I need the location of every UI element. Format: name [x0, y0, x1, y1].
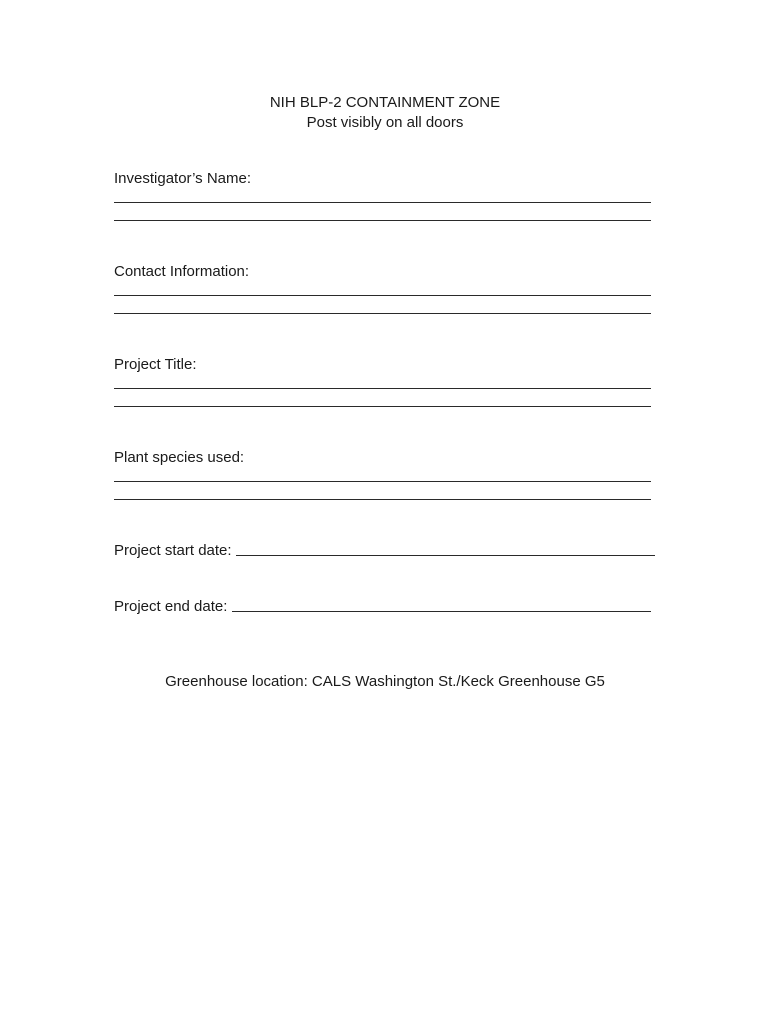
project-title-line-2[interactable] [114, 406, 651, 407]
project-start-date-label: Project start date: [114, 542, 232, 559]
project-title-label: Project Title: [114, 356, 197, 373]
plant-species-label: Plant species used: [114, 449, 245, 466]
page-subtitle: Post visibly on all doors [306, 114, 464, 131]
page-title: NIH BLP-2 CONTAINMENT ZONE [269, 94, 501, 111]
contact-information-label: Contact Information: [114, 263, 250, 280]
plant-species-line-2[interactable] [114, 499, 651, 500]
investigator-name-line-2[interactable] [114, 220, 651, 221]
plant-species-line-1[interactable] [114, 481, 651, 482]
project-start-date-line[interactable] [236, 555, 655, 556]
project-title-line-1[interactable] [114, 388, 651, 389]
investigator-name-line-1[interactable] [114, 202, 651, 203]
greenhouse-location: Greenhouse location: CALS Washington St./Keck Greenhouse G5 [165, 673, 605, 690]
investigator-name-label: Investigator’s Name: [114, 170, 252, 187]
contact-information-line-2[interactable] [114, 313, 651, 314]
project-end-date-label: Project end date: [114, 598, 228, 615]
project-end-date-line[interactable] [232, 611, 651, 612]
contact-information-line-1[interactable] [114, 295, 651, 296]
